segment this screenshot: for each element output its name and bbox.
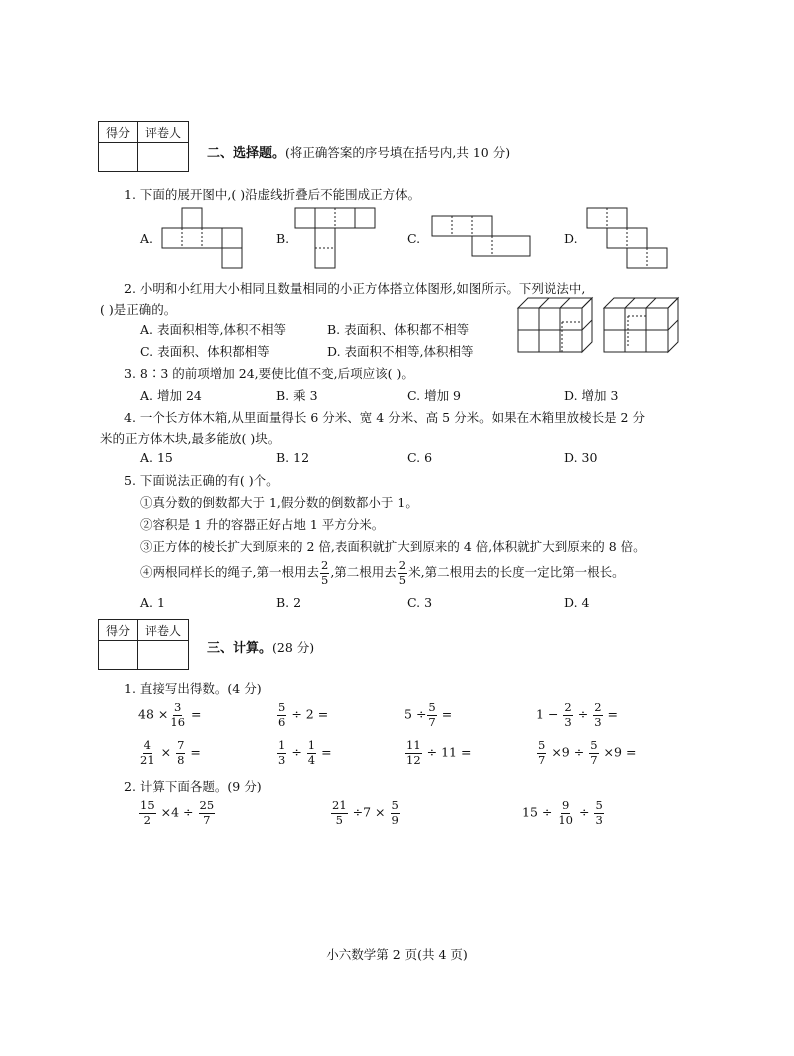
fraction: $\frac{2}{3}$ — [564, 700, 572, 729]
q1-option-b-label: B. — [276, 231, 290, 246]
calc-4-21x7-8: $\frac{4}{21}$ × $\frac{7}{8}$ = — [140, 738, 201, 767]
cube-figure-xiaohong — [604, 298, 678, 354]
q4-option-b: B. 12 — [276, 450, 310, 465]
grader-label: 评卷人 — [138, 620, 189, 641]
fraction: $\frac{21}{5}$ — [332, 798, 347, 827]
fraction: $\frac{2}{5}$ — [320, 558, 329, 587]
q1-option-c-label: C. — [407, 231, 421, 246]
score-cell[interactable] — [99, 641, 138, 670]
q5-option-d: D. 4 — [564, 595, 590, 610]
net-a-figure — [162, 208, 252, 268]
cube-figure-xiaoming — [518, 298, 592, 354]
q2-line1: 2. 小明和小红用大小相同且数量相同的小正方体搭立体图形,如图所示。下列说法中, — [124, 281, 586, 296]
section3-heading — [207, 637, 314, 656]
fraction: $\frac{5}{3}$ — [595, 798, 603, 827]
fraction: $\frac{5}{7}$ — [538, 738, 546, 767]
fraction: $\frac{5}{7}$ — [428, 700, 436, 729]
fraction: $\frac{9}{10}$ — [558, 798, 573, 827]
q3-text: 3. 8∶3 的前项增加 24,要使比值不变,后项应该( )。 — [124, 366, 414, 381]
grader-cell[interactable] — [138, 143, 189, 172]
q5-s4-part2: ,第二根用去 — [330, 564, 397, 580]
section3-note: (28 分) — [272, 640, 315, 655]
q5-statement-4 — [140, 560, 625, 586]
q4-option-d: D. 30 — [564, 450, 598, 465]
score-label: 得分 — [99, 620, 138, 641]
net-c-figure — [432, 216, 542, 260]
calc-48x3-16: 48 × $\frac{3}{16}$ = — [138, 700, 202, 729]
q2-option-d: D. 表面积不相等,体积相等 — [327, 344, 474, 359]
calc-15-div-9-10-div-5-3: 15 ÷ $\frac{9}{10}$ ÷ $\frac{5}{3}$ — [522, 798, 603, 827]
fraction: $\frac{5}{6}$ — [278, 700, 286, 729]
q5-statement-3: ③正方体的棱长扩大到原来的 2 倍,表面积就扩大到原来的 4 倍,体积就扩大到原来的 8 倍。 — [140, 539, 646, 554]
section2-title: 二、选择题。 — [207, 146, 286, 161]
calc-5-6-div-2: $\frac{5}{6}$ ÷ 2 = — [278, 700, 329, 729]
q3-option-d: D. 增加 3 — [564, 388, 619, 403]
net-d-figure — [587, 208, 677, 270]
q5-statement-2: ②容积是 1 升的容器正好占地 1 平方分米。 — [140, 517, 385, 532]
calc-5-div-5-7: 5 ÷ $\frac{5}{7}$ = — [404, 700, 453, 729]
q4-line2: 米的正方体木块,最多能放( )块。 — [100, 431, 281, 446]
calc-21-5-div-7x5-9: $\frac{21}{5}$ ÷7 × $\frac{5}{9}$ — [332, 798, 399, 827]
fraction: $\frac{3}{16}$ — [170, 700, 186, 729]
fraction: $\frac{1}{3}$ — [278, 738, 286, 767]
q2-option-a: A. 表面积相等,体积不相等 — [140, 322, 286, 337]
q5-text: 5. 下面说法正确的有( )个。 — [124, 473, 279, 488]
q5-option-a: A. 1 — [140, 595, 165, 610]
calc-1-minus-2-3-div-2-3: 1 − $\frac{2}{3}$ ÷ $\frac{2}{3}$ = — [536, 700, 618, 729]
s3-q2-title: 2. 计算下面各题。(9 分) — [124, 779, 262, 794]
score-label: 得分 — [99, 122, 138, 143]
q3-option-c: C. 增加 9 — [407, 388, 461, 403]
fraction: $\frac{7}{8}$ — [177, 738, 185, 767]
q4-option-a: A. 15 — [140, 450, 173, 465]
q4-option-c: C. 6 — [407, 450, 433, 465]
q1-option-a-label: A. — [140, 231, 154, 246]
fraction: $\frac{25}{7}$ — [199, 798, 215, 827]
fraction: $\frac{5}{9}$ — [391, 798, 399, 827]
page-footer: 小六数学第 2 页(共 4 页) — [326, 947, 468, 962]
calc-1-3-div-1-4: $\frac{1}{3}$ ÷ $\frac{1}{4}$ = — [278, 738, 332, 767]
q5-option-c: C. 3 — [407, 595, 433, 610]
q1-text: 1. 下面的展开图中,( )沿虚线折叠后不能围成正方体。 — [124, 187, 421, 202]
grader-label: 评卷人 — [138, 122, 189, 143]
fraction: $\frac{5}{7}$ — [590, 738, 598, 767]
fraction: $\frac{4}{21}$ — [140, 738, 155, 767]
q5-statement-1: ①真分数的倒数都大于 1,假分数的倒数都小于 1。 — [140, 495, 418, 510]
q5-option-b: B. 2 — [276, 595, 302, 610]
q2-option-c: C. 表面积、体积都相等 — [140, 344, 270, 359]
score-box-section3 — [98, 619, 189, 670]
fraction: $\frac{2}{3}$ — [594, 700, 602, 729]
q4-line1: 4. 一个长方体木箱,从里面量得长 6 分米、宽 4 分米、高 5 分米。如果在木箱里放棱长是 2 分 — [124, 410, 645, 425]
q2-option-b: B. 表面积、体积都不相等 — [327, 322, 470, 337]
calc-5-7x9-div-5-7x9: $\frac{5}{7}$ ×9 ÷ $\frac{5}{7}$ ×9 = — [538, 738, 637, 767]
net-b-figure — [295, 208, 385, 270]
section3-title: 三、计算。 — [207, 641, 273, 656]
fraction: $\frac{11}{12}$ — [406, 738, 421, 767]
fraction: $\frac{15}{2}$ — [140, 798, 155, 827]
q5-s4-part1: ④两根同样长的绳子,第一根用去 — [140, 564, 319, 580]
q5-s4-part3: 米,第二根用去的长度一定比第一根长。 — [408, 564, 625, 580]
fraction: $\frac{2}{5}$ — [398, 558, 407, 587]
q3-option-a: A. 增加 24 — [140, 388, 202, 403]
section2-heading — [207, 142, 510, 161]
grader-cell[interactable] — [138, 641, 189, 670]
score-cell[interactable] — [99, 143, 138, 172]
fraction: $\frac{1}{4}$ — [307, 738, 316, 767]
q1-option-d-label: D. — [564, 231, 578, 246]
calc-11-12-div-11: $\frac{11}{12}$ ÷ 11 = — [406, 738, 472, 767]
section2-note: (将正确答案的序号填在括号内,共 10 分) — [285, 145, 511, 160]
s3-q1-title: 1. 直接写出得数。(4 分) — [124, 681, 262, 696]
q3-option-b: B. 乘 3 — [276, 388, 318, 403]
calc-15-2x4-div-25-7: $\frac{15}{2}$ ×4 ÷ $\frac{25}{7}$ — [140, 798, 215, 827]
score-box-section2 — [98, 121, 189, 172]
q2-line2: ( )是正确的。 — [100, 302, 177, 317]
